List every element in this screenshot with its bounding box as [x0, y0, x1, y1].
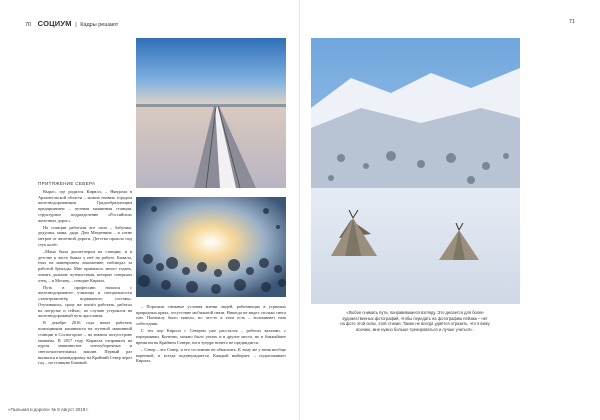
photo-caption: «Любое снимать пути, понравившиеся взгляду. Это делается для более художественных фотографий, чтобы передать на фотографию пейзаж – нет на фото этой силы, этой стихии. Также не всегда удаётся отразить, что я вижу воочию, мне нужно больше тренироваться и лучше учиться».: [340, 310, 490, 332]
magazine-footer: «Пыльная и дороги» № 8 Август 2019 г.: [8, 407, 89, 412]
left-running-header: [25, 19, 118, 28]
paragraph: На станции работали все свои – бабушка, дедушка, мама, дядя. Дом Матренина – в сотне метров от железной дороги. Детство прошло под стук колёс.: [38, 224, 132, 247]
photo-tundra-camp: [311, 38, 520, 304]
right-page-number: 71: [568, 19, 575, 25]
paragraph: Путь в профессию начался с железнодорожного училища и специальности «электромонтёр подвижного состава». Отучившись, сразу же пошёл работать, работал на погрузке и сейчас, по случаю устроился на железнодорожный путь ярославля.: [38, 284, 132, 319]
section-title: СОЦИУМ: [37, 19, 72, 28]
left-page-number: 70: [25, 22, 32, 28]
rubric-title: Кадры решают: [80, 22, 119, 28]
photo-railway-snow: [136, 38, 286, 188]
photo-frosty-window: [136, 197, 286, 297]
paragraph: – Поразили снежные условия жизни людей, работающих в угрюмых природных краях, отсутствие мобильной связи. Никогда не видел столько снега там. Поначалу было тяжело, но что-то в этом есть – вспоминает наш собеседник.: [136, 304, 286, 327]
article-column-1: [38, 189, 132, 368]
paragraph: –Мама была диспетчером на станции, и в детстве я часто бывал у неё на работе. Бывало, ехал на маневровом локомотиве, наблюдал за работой бригады. Мне нравилось много ездить, ловить дальние путешествия, которые совершал отец, – в Москву, – говорит Кирилл.: [38, 249, 132, 283]
paragraph: Вырос, где родился Кирилл, – Няндома в Архангельской области – можно назвать городом железнодорожников. Градообразующим предприятием – путевая машинная станция, структурное подразделение «Российских железных дорог».: [38, 189, 132, 223]
paragraph: – Север – это Север, и его состояние не объяснить. К тому же у меня вообще коренной, и всегда подтверждается. Каждый выбирает, – подытоживает Кирилл.: [136, 346, 286, 364]
paragraph: С тех пор Кирилл с Севером уже расстался – работал вахтами, с перерывами. Конечно, можно было уехать и в другие места, но в ближайшее время ни на Крайнем Севере, ни в тундре ничего не предвидится.: [136, 328, 286, 345]
article-subheading: ПРИТЯЖЕНИЕ СЕВЕРА: [38, 181, 96, 186]
article-column-2: [136, 304, 286, 366]
paragraph: В декабре 2016 года начал работать помощником машиниста на путевой машинной станции в Сосногорске – на южном полуострове машины. В 2017 году Кирилла отправили на курсы машинистов снегоуборочных и снегоочистительных машин. Первый раз вызвался в командировку на Крайний Север через год – на станцию Бованой.: [38, 320, 132, 366]
header-separator: |: [75, 22, 77, 28]
